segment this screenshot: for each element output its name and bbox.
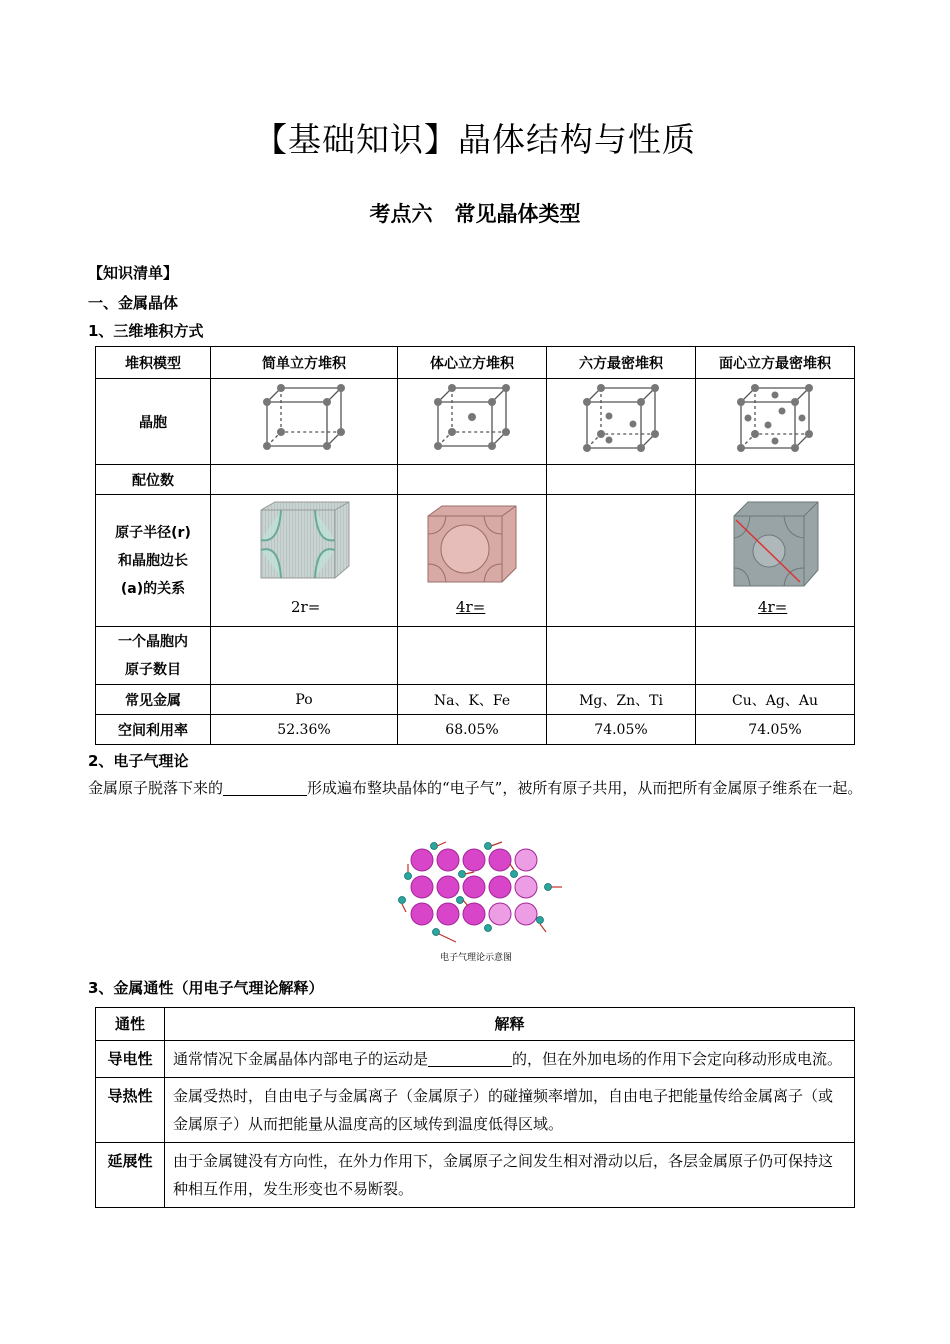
coord-cell-4 — [696, 465, 855, 495]
page-title: 【基础知识】晶体结构与性质 — [254, 120, 696, 159]
row-label-cell: 晶胞 — [96, 379, 211, 465]
electron-gas-figure — [396, 838, 566, 950]
figure-caption: 电子气理论示意图 — [440, 953, 513, 963]
row-label-coordination: 配位数 — [96, 465, 211, 495]
header-explanation: 解释 — [165, 1008, 855, 1041]
relation-label-line2: 和晶胞边长 — [118, 552, 188, 569]
knowledge-list-heading: 【知识清单】 — [88, 264, 179, 282]
relation-cell-hcp — [547, 495, 696, 627]
explanation-ductility: 由于金属键没有方向性，在外力作用下，金属原子之间发生相对滑动以后，各层金属原子仍可保持这种相互作用，发生形变也不易断裂。 — [165, 1143, 855, 1208]
explanation-conductivity: 通常情况下金属晶体内部电子的运动是 的，但在外加电场的作用下会定向移动形成电流。 — [165, 1041, 855, 1078]
simple-cubic-packing-image — [259, 500, 351, 580]
cell-hcp — [547, 379, 696, 465]
count-cell-1 — [211, 627, 398, 685]
subtitle-part1: 考点六 — [369, 202, 433, 226]
subtitle-part2: 常见晶体类型 — [454, 202, 581, 226]
coord-cell-1 — [211, 465, 398, 495]
fcc-packing-image — [732, 498, 820, 590]
usage-simple: 52.36% — [211, 715, 398, 745]
row-label-relation — [96, 495, 211, 627]
row-label-metals: 常见金属 — [96, 685, 211, 715]
header-simple-cubic: 简单立方堆积 — [211, 347, 398, 379]
count-cell-2 — [398, 627, 547, 685]
cell-fcc — [696, 379, 855, 465]
usage-hcp: 74.05% — [547, 715, 696, 745]
stacking-table — [95, 346, 855, 745]
count-cell-4 — [696, 627, 855, 685]
heading-metal-properties: 3、金属通性（用电子气理论解释） — [88, 979, 324, 997]
usage-fcc: 74.05% — [696, 715, 855, 745]
section-subtitle — [0, 198, 950, 228]
property-conductivity: 导电性 — [96, 1041, 165, 1078]
property-ductility: 延展性 — [96, 1143, 165, 1208]
relation-value-simple: 2r= — [291, 597, 321, 616]
usage-bcc: 68.05% — [398, 715, 547, 745]
relation-label-line1: 原子半径(r) — [115, 524, 191, 541]
header-bcc: 体心立方堆积 — [398, 347, 547, 379]
properties-table — [95, 1007, 855, 1208]
row-label-count — [96, 627, 211, 685]
header-fcc: 面心立方最密堆积 — [696, 347, 855, 379]
explanation-thermal: 金属受热时，自由电子与金属离子（金属原子）的碰撞频率增加，自由电子把能量传给金属离子（或金属原子）从而把能量从温度高的区域传到温度低得区域。 — [165, 1078, 855, 1143]
count-label-line1: 一个晶胞内 — [118, 633, 188, 650]
relation-cell-simple — [211, 495, 398, 627]
cell-simple-cubic — [211, 379, 398, 465]
fcc-cell-image — [733, 382, 817, 462]
heading-electron-gas: 2、电子气理论 — [88, 752, 189, 770]
count-cell-3 — [547, 627, 696, 685]
relation-value-fcc: 4r= — [758, 597, 788, 616]
coord-cell-3 — [547, 465, 696, 495]
simple-cubic-cell-image — [259, 384, 349, 460]
cell-bcc — [398, 379, 547, 465]
count-label-line2: 原子数目 — [125, 661, 181, 678]
bcc-cell-image — [430, 384, 514, 460]
heading-metal-crystal: 一、金属晶体 — [88, 294, 179, 312]
row-label-usage: 空间利用率 — [96, 715, 211, 745]
metals-hcp: Mg、Zn、Ti — [547, 685, 696, 715]
hcp-cell-image — [579, 382, 663, 462]
fill-blank — [428, 1050, 512, 1067]
fill-blank — [223, 779, 307, 796]
header-property: 通性 — [96, 1008, 165, 1041]
metals-fcc: Cu、Ag、Au — [696, 685, 855, 715]
coord-cell-2 — [398, 465, 547, 495]
header-hcp: 六方最密堆积 — [547, 347, 696, 379]
relation-cell-fcc — [696, 495, 855, 627]
electron-gas-paragraph: 金属原子脱落下来的 形成遍布整块晶体的“电子气”，被所有原子共用，从而把所有金属原子维系在一起。 — [88, 779, 863, 797]
relation-cell-bcc — [398, 495, 547, 627]
header-model: 堆积模型 — [96, 347, 211, 379]
heading-stacking: 1、三维堆积方式 — [88, 322, 204, 340]
bcc-packing-image — [426, 504, 518, 584]
metals-simple: Po — [211, 685, 398, 715]
relation-label-line3: (a)的关系 — [120, 580, 186, 597]
relation-value-bcc: 4r= — [456, 597, 486, 616]
metals-bcc: Na、K、Fe — [398, 685, 547, 715]
property-thermal: 导热性 — [96, 1078, 165, 1143]
